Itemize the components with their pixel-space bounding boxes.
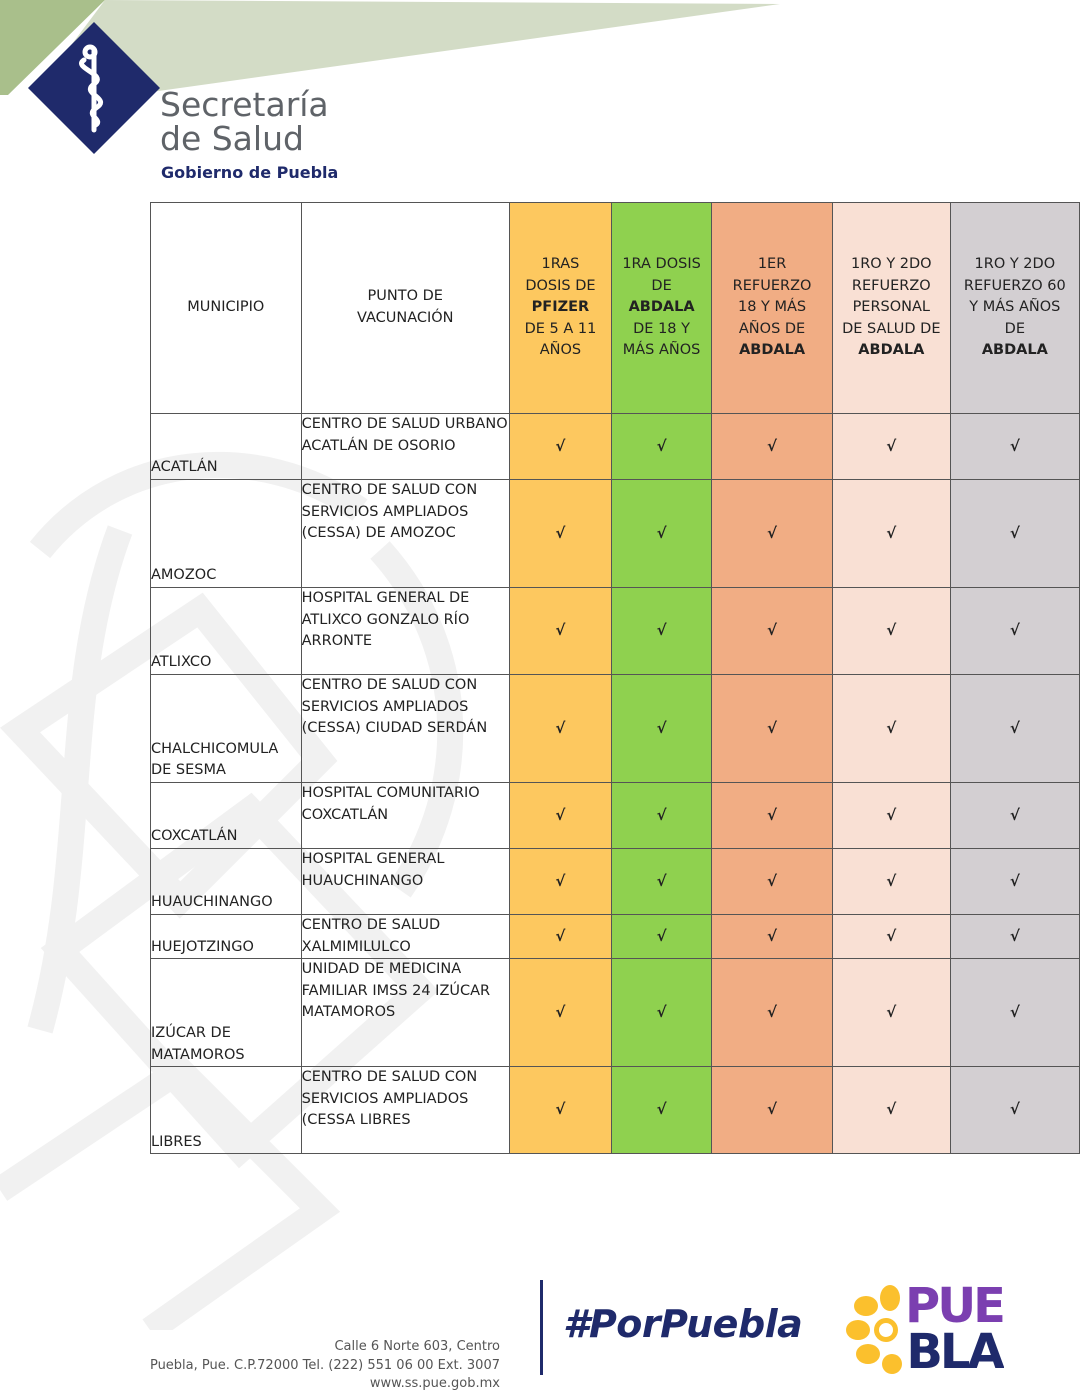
check-cell: √ [509, 480, 611, 588]
logo-title-line1: Secretaría [160, 85, 329, 124]
header-refuerzo-60: 1RO Y 2DO REFUERZO 60 Y MÁS AÑOS DE ABDALA [950, 203, 1079, 414]
municipio-cell: IZÚCAR DE MATAMOROS [151, 959, 302, 1067]
table-row [151, 588, 1080, 675]
logo-subtitle: Gobierno de Puebla [161, 163, 339, 182]
check-cell: √ [712, 414, 833, 480]
address-line-street: Calle 6 Norte 603, Centro [334, 1339, 500, 1354]
check-cell: √ [712, 588, 833, 675]
check-cell: √ [712, 480, 833, 588]
header-abdala-1ra-dosis: 1RA DOSIS DE ABDALA DE 18 Y MÁS AÑOS [611, 203, 711, 414]
check-cell: √ [950, 915, 1079, 959]
check-cell: √ [611, 588, 711, 675]
footer-address [150, 1338, 500, 1394]
check-cell: √ [950, 959, 1079, 1067]
municipio-cell: COXCATLÁN [151, 783, 302, 849]
check-cell: √ [611, 414, 711, 480]
check-cell: √ [832, 915, 950, 959]
check-cell: √ [832, 959, 950, 1067]
header-refuerzo-personal-salud: 1RO Y 2DO REFUERZO PERSONAL DE SALUD DE ABDALA [832, 203, 950, 414]
municipio-cell: HUAUCHINANGO [151, 849, 302, 915]
check-cell: √ [950, 675, 1079, 783]
check-cell: √ [832, 783, 950, 849]
table-row [151, 480, 1080, 588]
punto-cell: CENTRO DE SALUD CON SERVICIOS AMPLIADOS (CESSA) CIUDAD SERDÁN [301, 675, 509, 783]
check-cell: √ [611, 783, 711, 849]
check-cell: √ [611, 480, 711, 588]
table-header-row [151, 203, 1080, 414]
check-cell: √ [712, 783, 833, 849]
punto-cell: CENTRO DE SALUD CON SERVICIOS AMPLIADOS (CESSA LIBRES [301, 1067, 509, 1154]
check-cell: √ [712, 959, 833, 1067]
header-refuerzo-18: 1ER REFUERZO 18 Y MÁS AÑOS DE ABDALA [712, 203, 833, 414]
table-row [151, 849, 1080, 915]
punto-cell: HOSPITAL GENERAL DE ATLIXCO GONZALO RÍO ARRONTE [301, 588, 509, 675]
punto-cell: CENTRO DE SALUD CON SERVICIOS AMPLIADOS (CESSA) DE AMOZOC [301, 480, 509, 588]
header-pfizer-5-11: 1RAS DOSIS DE PFIZER DE 5 A 11 AÑOS [509, 203, 611, 414]
punto-cell: CENTRO DE SALUD URBANO ACATLÁN DE OSORIO [301, 414, 509, 480]
svg-text:BLA: BLA [906, 1324, 1002, 1374]
check-cell: √ [611, 915, 711, 959]
check-cell: √ [832, 480, 950, 588]
punto-cell: HOSPITAL COMUNITARIO COXCATLÁN [301, 783, 509, 849]
check-cell: √ [509, 1067, 611, 1154]
hashtag-porpuebla: #PorPuebla [563, 1302, 803, 1346]
check-cell: √ [611, 675, 711, 783]
table-row [151, 1067, 1080, 1154]
punto-cell: HOSPITAL GENERAL HUAUCHINANGO [301, 849, 509, 915]
table-row [151, 915, 1080, 959]
check-cell: √ [832, 849, 950, 915]
check-cell: √ [509, 915, 611, 959]
table-row [151, 414, 1080, 480]
check-cell: √ [611, 1067, 711, 1154]
check-cell: √ [950, 783, 1079, 849]
address-line-website: www.ss.pue.gob.mx [369, 1376, 500, 1391]
municipio-cell: AMOZOC [151, 480, 302, 588]
check-cell: √ [832, 675, 950, 783]
check-cell: √ [950, 1067, 1079, 1154]
check-cell: √ [509, 849, 611, 915]
municipio-cell: ATLIXCO [151, 588, 302, 675]
puebla-flower-icon [846, 1284, 912, 1374]
logo-title-line2: de Salud [160, 119, 304, 158]
municipio-cell: LIBRES [151, 1067, 302, 1154]
check-cell: √ [950, 480, 1079, 588]
punto-cell: CENTRO DE SALUD XALMIMILULCO [301, 915, 509, 959]
check-cell: √ [509, 414, 611, 480]
health-secretariat-logo [28, 22, 160, 154]
check-cell: √ [712, 849, 833, 915]
check-cell: √ [832, 1067, 950, 1154]
check-cell: √ [509, 588, 611, 675]
address-line-city-phone: Puebla, Pue. C.P.72000 Tel. (222) 551 06 00 Ext. 3007 [149, 1357, 500, 1373]
check-cell: √ [509, 959, 611, 1067]
municipio-cell: ACATLÁN [151, 414, 302, 480]
municipio-cell: CHALCHICOMULA DE SESMA [151, 675, 302, 783]
check-cell: √ [611, 849, 711, 915]
table-row [151, 783, 1080, 849]
check-cell: √ [950, 414, 1079, 480]
check-cell: √ [950, 849, 1079, 915]
check-cell: √ [509, 675, 611, 783]
check-cell: √ [712, 915, 833, 959]
check-cell: √ [832, 414, 950, 480]
check-cell: √ [611, 959, 711, 1067]
svg-text:PUE: PUE [905, 1278, 1003, 1334]
punto-cell: UNIDAD DE MEDICINA FAMILIAR IMSS 24 IZÚCAR MATAMOROS [301, 959, 509, 1067]
check-cell: √ [950, 588, 1079, 675]
puebla-government-logo [904, 1278, 1004, 1374]
check-cell: √ [712, 675, 833, 783]
table-row [151, 675, 1080, 783]
footer-divider [540, 1280, 543, 1375]
municipio-cell: HUEJOTZINGO [151, 915, 302, 959]
vaccination-table [150, 202, 1080, 1154]
header-municipio: MUNICIPIO [151, 203, 302, 414]
header-punto-vacunacion: PUNTO DE VACUNACIÓN [301, 203, 509, 414]
check-cell: √ [712, 1067, 833, 1154]
table-row [151, 959, 1080, 1067]
check-cell: √ [832, 588, 950, 675]
check-cell: √ [509, 783, 611, 849]
